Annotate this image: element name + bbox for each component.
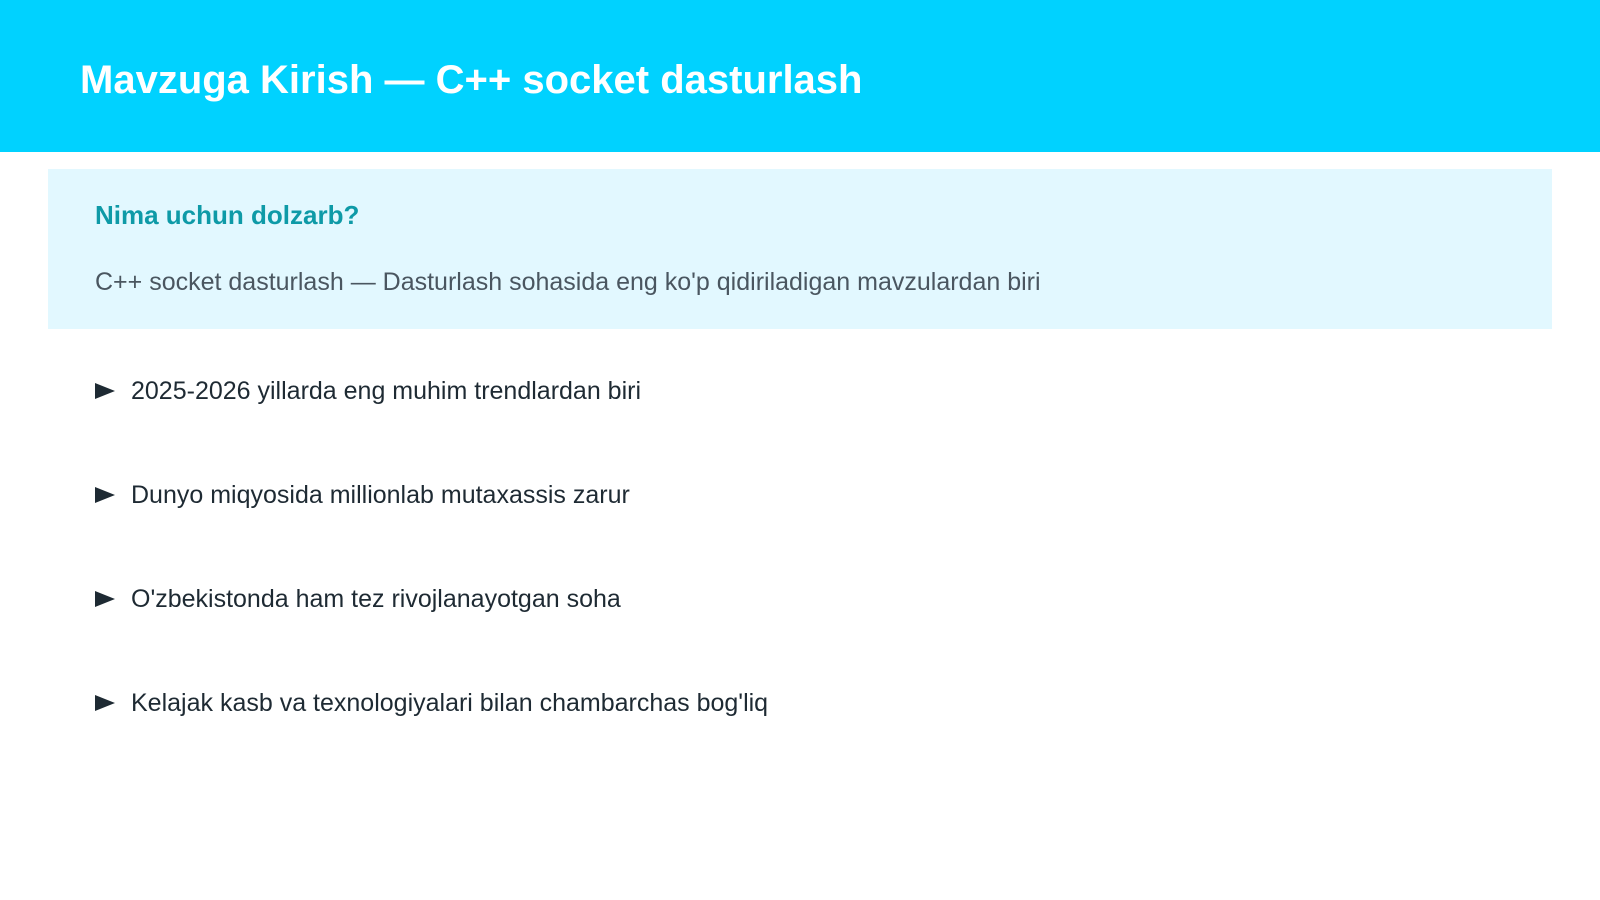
triangle-right-icon — [95, 695, 115, 711]
bullet-text: O'zbekistonda ham tez rivojlanayotgan soha — [131, 585, 621, 613]
triangle-right-icon — [95, 383, 115, 399]
callout-text: C++ socket dasturlash — Dasturlash sohasida eng ko'p qidiriladigan mavzulardan biri — [95, 268, 1041, 296]
bullet-item — [95, 682, 768, 724]
callout-box — [48, 169, 1552, 329]
bullet-item — [95, 370, 768, 412]
callout-heading: Nima uchun dolzarb? — [95, 200, 360, 230]
bullet-text: 2025-2026 yillarda eng muhim trendlardan biri — [131, 377, 642, 405]
bullet-text: Dunyo miqyosida millionlab mutaxassis zarur — [131, 481, 630, 509]
bullet-item — [95, 578, 768, 620]
slide-title: Mavzuga Kirish — C++ socket dasturlash — [80, 58, 863, 102]
bullet-list — [95, 370, 768, 786]
triangle-right-icon — [95, 487, 115, 503]
header-bar — [0, 0, 1600, 152]
bullet-text: Kelajak kasb va texnologiyalari bilan chambarchas bog'liq — [131, 689, 769, 717]
triangle-right-icon — [95, 591, 115, 607]
bullet-item — [95, 474, 768, 516]
